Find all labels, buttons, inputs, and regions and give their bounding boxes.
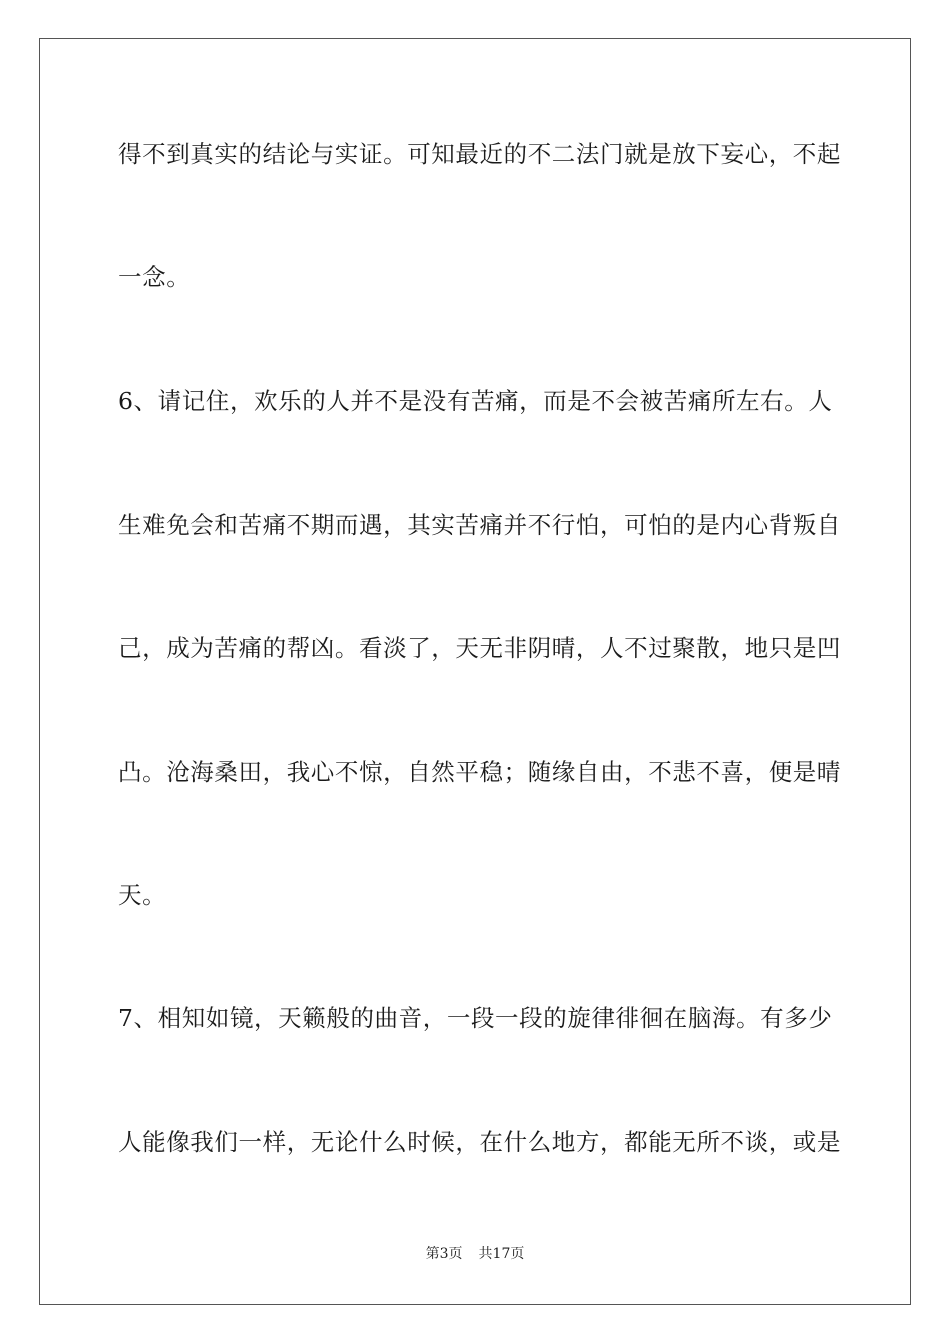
text-line: 凸。沧海桑田，我心不惊，自然平稳；随缘自由，不悲不喜，便是晴 <box>118 758 841 786</box>
current-page-label: 第3页 <box>425 1246 463 1262</box>
text-line: 6、请记住，欢乐的人并不是没有苦痛，而是不会被苦痛所左右。人 <box>118 387 833 415</box>
page-border <box>39 38 911 1305</box>
text-line: 己，成为苦痛的帮凶。看淡了，天无非阴晴，人不过聚散，地只是凹 <box>118 634 841 662</box>
text-line: 7、相知如镜，天籁般的曲音，一段一段的旋律徘徊在脑海。有多少 <box>118 1004 833 1032</box>
total-pages-label: 共17页 <box>478 1246 525 1262</box>
page-footer <box>0 1244 950 1264</box>
text-line: 得不到真实的结论与实证。可知最近的不二法门就是放下妄心，不起 <box>118 140 841 168</box>
text-line: 一念。 <box>118 263 191 291</box>
text-line: 人能像我们一样，无论什么时候，在什么地方，都能无所不谈，或是 <box>118 1128 841 1156</box>
text-line: 生难免会和苦痛不期而遇，其实苦痛并不行怕，可怕的是内心背叛自 <box>118 511 841 539</box>
text-line: 天。 <box>118 881 167 909</box>
